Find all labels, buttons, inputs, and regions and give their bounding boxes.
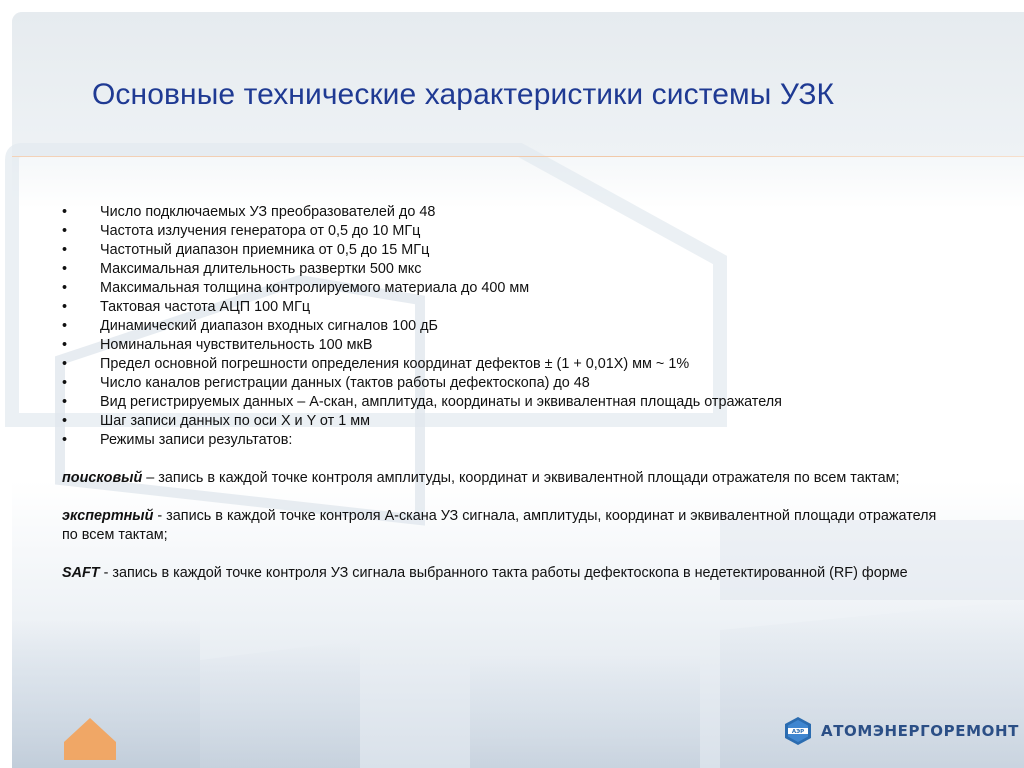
list-item — [62, 222, 942, 241]
list-item — [62, 336, 942, 355]
list-item-text: Предел основной погрешности определения координат дефектов ± (1 + 0,01X) мм ~ 1% — [100, 356, 690, 372]
bullet-icon: • — [62, 223, 68, 239]
slide-title: Основные технические характеристики системы УЗК — [92, 78, 835, 111]
mode-term: экспертный — [62, 508, 154, 524]
mode-description: - запись в каждой точке контроля УЗ сигнала выбранного такта работы дефектоскопа в недетектированной (RF) форме — [99, 565, 908, 581]
mode-description: - запись в каждой точке контроля А-скана УЗ сигнала, амплитуды, координат и эквивалентной площади отражателя по всем тактам; — [62, 508, 937, 543]
bullet-icon: • — [62, 242, 68, 258]
bullet-icon: • — [62, 413, 68, 429]
bullet-icon: • — [62, 299, 68, 315]
mode-description: – запись в каждой точке контроля амплитуды, координат и эквивалентной площади отражателя по всем тактам; — [142, 470, 900, 486]
mode-term: SAFT — [62, 565, 100, 581]
mode-term: поисковый — [62, 470, 143, 486]
list-item — [62, 241, 942, 260]
list-item-text: Вид регистрируемых данных – А-скан, амплитуда, координаты и эквивалентная площадь отражателя — [100, 394, 782, 410]
bullet-icon: • — [62, 432, 68, 448]
list-item — [62, 374, 942, 393]
bullet-icon: • — [62, 375, 68, 391]
bullet-icon: • — [62, 204, 68, 220]
company-name: АТОМЭНЕРГОРЕМОНТ — [821, 722, 1019, 740]
title-divider — [12, 156, 1024, 157]
list-item — [62, 298, 942, 317]
list-item-text: Частотный диапазон приемника от 0,5 до 15 МГц — [100, 242, 430, 258]
list-item-text: Частота излучения генератора от 0,5 до 10 МГц — [100, 223, 421, 239]
list-item-text: Тактовая частота АЦП 100 МГц — [100, 299, 311, 315]
list-item — [62, 412, 942, 431]
bullet-icon: • — [62, 356, 68, 372]
company-logo — [783, 715, 1019, 747]
mode-search-paragraph — [62, 469, 942, 488]
bullet-icon: • — [62, 394, 68, 410]
mode-expert-paragraph — [62, 507, 942, 545]
bullet-icon: • — [62, 280, 68, 296]
list-item-text: Номинальная чувствительность 100 мкВ — [100, 337, 373, 353]
list-item — [62, 203, 942, 222]
emblem-text: АЭР — [791, 729, 805, 735]
list-item-text: Шаг записи данных по оси X и Y от 1 мм — [100, 413, 370, 429]
mode-saft-paragraph — [62, 564, 942, 583]
list-item — [62, 355, 942, 374]
slide-body — [62, 203, 942, 583]
list-item — [62, 431, 942, 450]
bullet-icon: • — [62, 337, 68, 353]
list-item-text: Число каналов регистрации данных (тактов работы дефектоскопа) до 48 — [100, 375, 590, 391]
list-item-text: Максимальная толщина контролируемого материала до 400 мм — [100, 280, 530, 296]
bullet-icon: • — [62, 318, 68, 334]
list-item — [62, 317, 942, 336]
list-item-text: Динамический диапазон входных сигналов 100 дБ — [100, 318, 438, 334]
list-item-text: Максимальная длительность развертки 500 мкс — [100, 261, 422, 277]
list-item-text: Режимы записи результатов: — [100, 432, 293, 448]
list-item — [62, 260, 942, 279]
list-item — [62, 393, 942, 412]
bullet-icon: • — [62, 261, 68, 277]
list-item — [62, 279, 942, 298]
atom-emblem-icon — [783, 716, 813, 746]
spec-list — [62, 203, 942, 450]
list-item-text: Число подключаемых УЗ преобразователей до 48 — [100, 204, 436, 220]
